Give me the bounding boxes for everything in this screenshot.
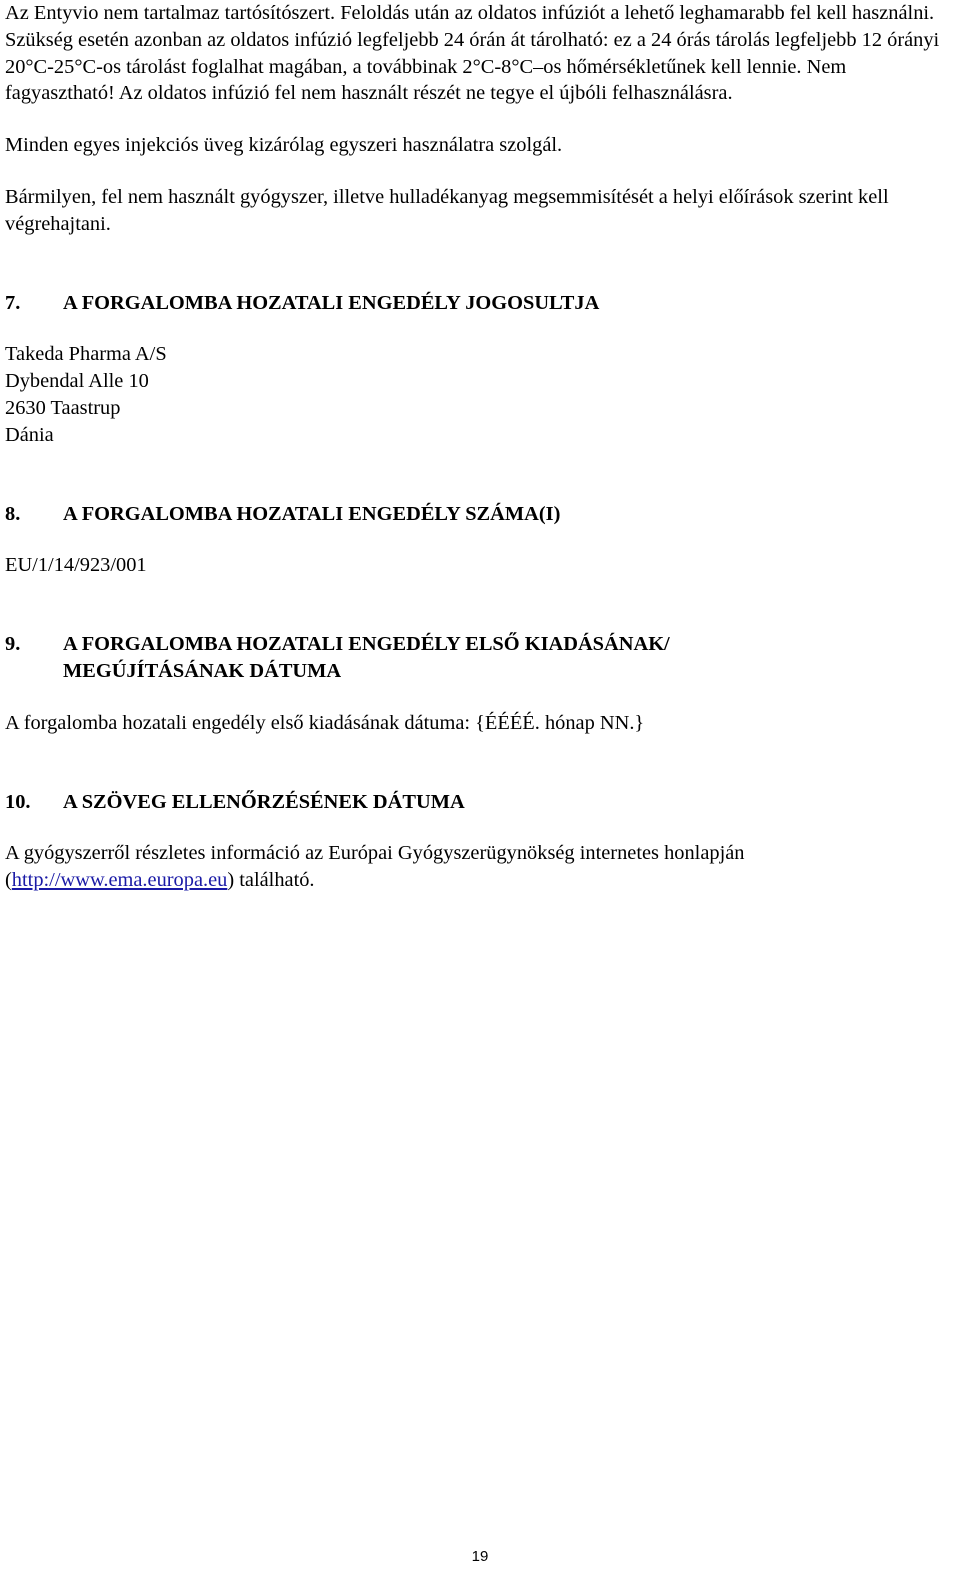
- section-title: A FORGALOMBA HOZATALI ENGEDÉLY JOGOSULTJA: [63, 291, 600, 314]
- section-title: A SZÖVEG ELLENŐRZÉSÉNEK DÁTUMA: [63, 790, 465, 813]
- section-7-heading: [5, 290, 955, 317]
- address-line: 2630 Taastrup: [5, 396, 121, 419]
- address-line: Takeda Pharma A/S: [5, 343, 167, 366]
- address-line: Dánia: [5, 423, 54, 446]
- storage-paragraph: Az Entyvio nem tartalmaz tartósítószert. Feloldás után az oldatos infúziót a lehető leghamarabb fel kell használni. Szükség esetén azonban az oldatos infúzió legfeljebb 24 órán át tárolható: ez a 24 órás tárolás legfeljebb 12 órányi 20°C-25°C-os tárolást foglalhat magában, a továbbinak 2°C-8°C–os hőmérsékletűnek kell lennie. Nem fagyasztható! Az oldatos infúzió fel nem használt részét ne tegye el újbóli felhasználásra.: [5, 2, 940, 105]
- ema-text-before: A gyógyszerről részletes információ az Európai Gyógyszerügynökség internetes honlapján (: [5, 842, 745, 892]
- section-title-line: A FORGALOMBA HOZATALI ENGEDÉLY ELSŐ KIADÁSÁNAK/: [63, 633, 670, 656]
- disposal-paragraph: Bármilyen, fel nem használt gyógyszer, illetve hulladékanyag megsemmisítését a helyi előírások szerint kell végrehajtani.: [5, 185, 889, 235]
- section-8-heading: [5, 501, 955, 528]
- section-title: A FORGALOMBA HOZATALI ENGEDÉLY SZÁMA(I): [63, 502, 561, 525]
- ema-website-link[interactable]: http://www.ema.europa.eu: [11, 869, 228, 892]
- section-number: 9.: [5, 633, 21, 656]
- section-title-line: MEGÚJÍTÁSÁNAK DÁTUMA: [63, 659, 342, 682]
- ema-info-paragraph: [5, 840, 955, 894]
- single-use-paragraph: Minden egyes injekciós üveg kizárólag egyszeri használatra szolgál.: [5, 134, 563, 157]
- section-title: [63, 631, 955, 685]
- first-authorisation-date: A forgalomba hozatali engedély első kiadásának dátuma: {ÉÉÉÉ. hónap NN.}: [5, 711, 645, 734]
- ema-text-after: ) található.: [227, 869, 315, 892]
- holder-address: [5, 341, 955, 448]
- section-9-heading: [5, 631, 955, 685]
- page-number: 19: [471, 1548, 489, 1565]
- section-10-heading: [5, 789, 955, 816]
- section-number: 10.: [5, 790, 31, 813]
- address-line: Dybendal Alle 10: [5, 370, 149, 393]
- section-number: 7.: [5, 291, 21, 314]
- section-number: 8.: [5, 502, 21, 525]
- document-body: [5, 0, 955, 894]
- authorisation-number: EU/1/14/923/001: [5, 554, 147, 577]
